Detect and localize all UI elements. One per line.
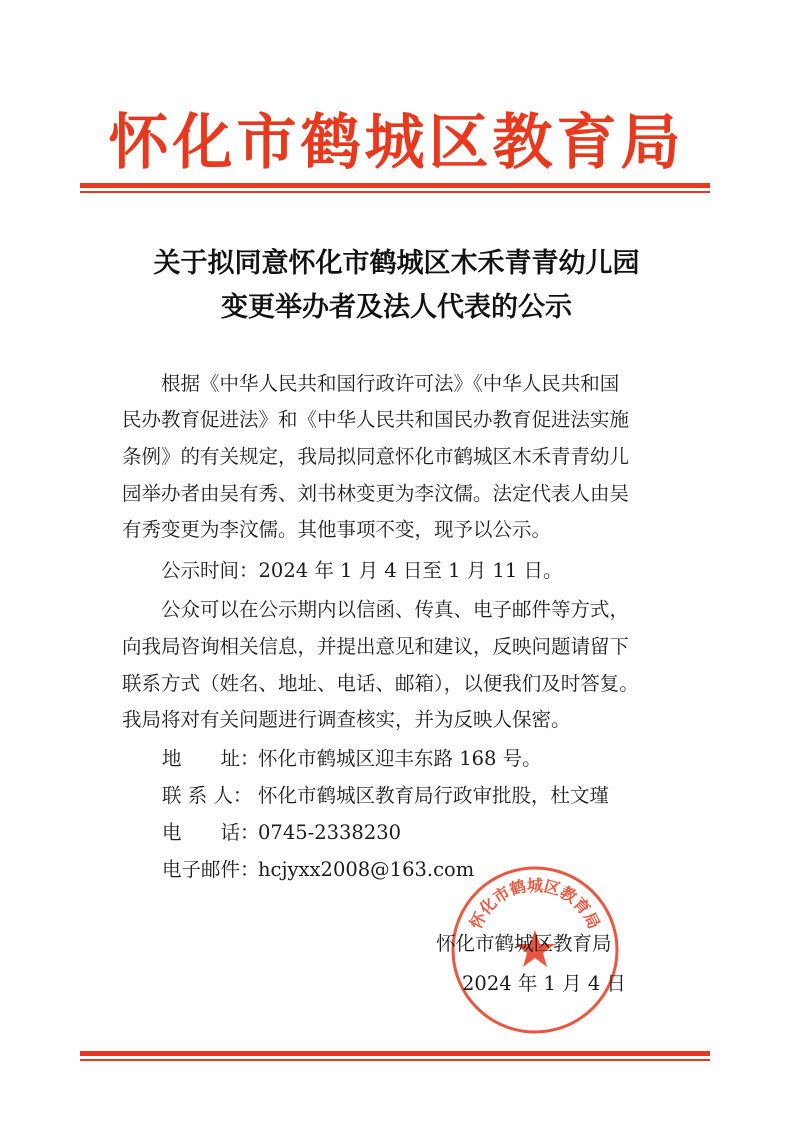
contact-phone-row <box>162 819 401 847</box>
body-line: 我局将对有关问题进行调查核实，并为反映人保密。 <box>122 708 571 731</box>
contact-address: 怀化市鹤城区迎丰东路 168 号。 <box>258 747 542 770</box>
contact-email-row <box>162 856 474 884</box>
body-line: 联系方式（姓名、地址、电话、邮箱），以便我们及时答复。 <box>122 672 639 695</box>
body-line: 有秀变更为李汶儒。其他事项不变，现予以公示。 <box>122 518 552 541</box>
contact-email: hcjyxx2008@163.com <box>258 858 475 881</box>
body-line: 条例》的有关规定，我局拟同意怀化市鹤城区木禾青青幼儿 <box>122 445 630 468</box>
org-header-title: 怀化市鹤城区教育局 <box>108 108 685 178</box>
seal-text: 怀化市鹤城区教育局 <box>466 875 604 932</box>
contact-label: 电子邮件： <box>162 858 260 881</box>
contact-label: 地 址： <box>162 747 260 770</box>
document-title-line-2: 变更举办者及法人代表的公示 <box>221 292 572 323</box>
body-line: 根据《中华人民共和国行政许可法》《中华人民共和国 <box>122 372 620 395</box>
contact-person: 怀化市鹤城区教育局行政审批股，杜文瑾 <box>258 784 610 807</box>
contact-label: 联 系 人： <box>162 784 253 807</box>
contact-phone: 0745-2338230 <box>258 821 402 844</box>
publicity-period-line: 公示时间：2024 年 1 月 4 日至 1 月 11 日。 <box>122 559 563 582</box>
body-line: 民办教育促进法》和《中华人民共和国民办教育促进法实施 <box>122 408 630 431</box>
footer-rule-thin <box>80 1059 710 1061</box>
header-rule-thick <box>80 183 710 188</box>
footer-rule-thick <box>80 1051 710 1056</box>
signature-organization: 怀化市鹤城区教育局 <box>436 932 612 955</box>
document-title-line-1: 关于拟同意怀化市鹤城区木禾青青幼儿园 <box>153 248 640 279</box>
body-line: 公众可以在公示期内以信函、传真、电子邮件等方式， <box>122 598 630 621</box>
body-line: 园举办者由吴有秀、刘书林变更为李汶儒。法定代表人由吴 <box>122 482 630 505</box>
contact-address-row <box>162 745 542 773</box>
contact-person-row <box>162 782 609 810</box>
body-line: 向我局咨询相关信息，并提出意见和建议，反映问题请留下 <box>122 635 630 658</box>
header-rule-thin <box>80 191 710 193</box>
signature-date: 2024 年 1 月 4 日 <box>462 972 626 995</box>
contact-label: 电 话： <box>162 821 260 844</box>
